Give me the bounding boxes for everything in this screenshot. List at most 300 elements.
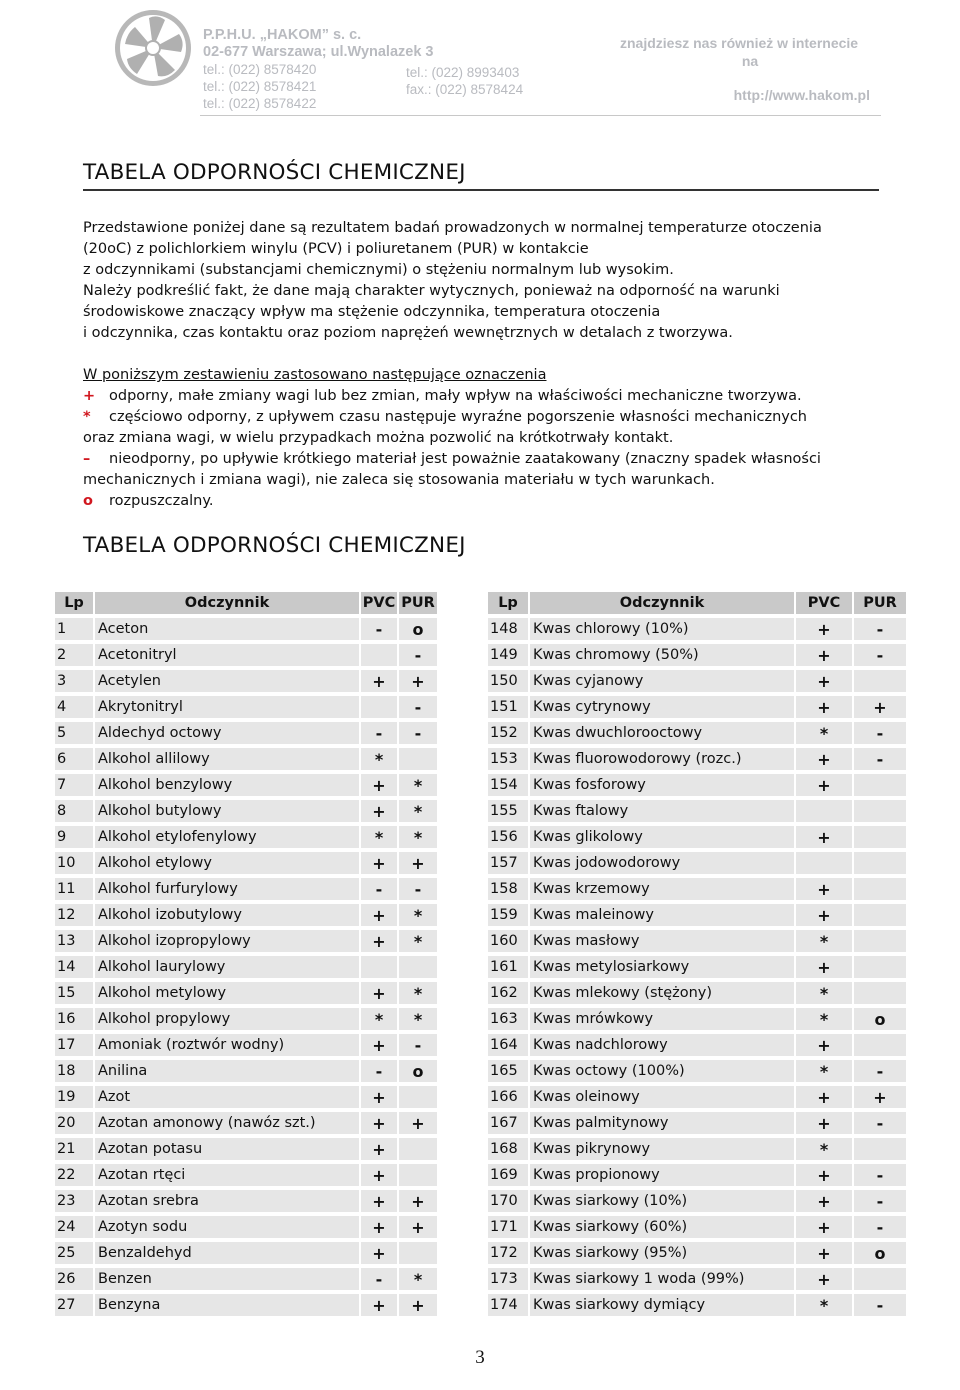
row-lp: 160 xyxy=(488,930,528,952)
row-pur: - xyxy=(854,1216,906,1238)
legend-symbol: o xyxy=(83,493,93,509)
table-row xyxy=(55,1164,437,1186)
row-pvc: + xyxy=(796,1034,852,1056)
intro-line: środowiskowe znaczący wpływ ma stężenie odczynnika, temperatura otoczenia xyxy=(83,304,661,320)
row-pur: * xyxy=(399,774,437,796)
row-pvc xyxy=(361,696,397,718)
row-pur: - xyxy=(399,722,437,744)
row-lp: 26 xyxy=(55,1268,93,1290)
header-divider xyxy=(200,115,881,116)
col-header-name: Odczynnik xyxy=(530,592,794,614)
internet-text: znajdziesz nas również w internecie xyxy=(620,35,859,51)
row-reagent: Kwas glikolowy xyxy=(530,826,794,848)
table-row xyxy=(488,800,906,822)
row-pur xyxy=(399,1086,437,1108)
table-row xyxy=(55,748,437,770)
row-lp: 157 xyxy=(488,852,528,874)
row-reagent: Kwas masłowy xyxy=(530,930,794,952)
row-lp: 14 xyxy=(55,956,93,978)
row-pvc: - xyxy=(361,1268,397,1290)
phone-line: tel.: (022) 8578420 xyxy=(203,62,317,77)
legend-item xyxy=(83,386,883,407)
table-row xyxy=(488,1086,906,1108)
row-reagent: Kwas pikrynowy xyxy=(530,1138,794,1160)
table-row xyxy=(55,1216,437,1238)
row-pur xyxy=(854,826,906,848)
row-lp: 2 xyxy=(55,644,93,666)
legend xyxy=(83,365,883,512)
fax-line: fax.: (022) 8578424 xyxy=(406,82,524,97)
row-pvc: + xyxy=(361,1190,397,1212)
row-lp: 19 xyxy=(55,1086,93,1108)
row-pvc: * xyxy=(796,1008,852,1030)
table-row xyxy=(488,774,906,796)
legend-text: nieodporny, po upływie krótkiego materiał jest poważnie zaatakowany (znaczny spadek własności xyxy=(109,451,821,467)
legend-heading: W poniższym zestawieniu zastosowano następujące oznaczenia xyxy=(83,367,547,383)
row-lp: 170 xyxy=(488,1190,528,1212)
row-lp: 20 xyxy=(55,1112,93,1134)
row-pur: * xyxy=(399,1008,437,1030)
internet-info xyxy=(620,34,880,104)
row-reagent: Kwas metylosiarkowy xyxy=(530,956,794,978)
row-pur: - xyxy=(854,1190,906,1212)
table-row xyxy=(488,1008,906,1030)
table-header-row xyxy=(55,592,437,614)
row-pur: o xyxy=(399,618,437,640)
row-reagent: Azotyn sodu xyxy=(95,1216,359,1238)
row-reagent: Kwas chlorowy (10%) xyxy=(530,618,794,640)
row-pvc: + xyxy=(796,670,852,692)
row-reagent: Kwas jodowodorowy xyxy=(530,852,794,874)
table-row xyxy=(55,800,437,822)
row-reagent: Benzyna xyxy=(95,1294,359,1316)
table-row xyxy=(488,852,906,874)
row-pvc xyxy=(361,644,397,666)
phone-line: tel.: (022) 8578422 xyxy=(203,96,317,111)
row-lp: 13 xyxy=(55,930,93,952)
table-row xyxy=(55,696,437,718)
row-lp: 11 xyxy=(55,878,93,900)
row-reagent: Alkohol izobutylowy xyxy=(95,904,359,926)
intro-line: (20oC) z polichlorkiem winylu (PCV) i poliuretanem (PUR) w kontakcie xyxy=(83,241,589,257)
row-lp: 168 xyxy=(488,1138,528,1160)
intro-line: Należy podkreślić fakt, że dane mają charakter wytycznych, ponieważ na odporność na warunki xyxy=(83,283,780,299)
row-lp: 151 xyxy=(488,696,528,718)
table-row xyxy=(488,748,906,770)
table-row xyxy=(488,722,906,744)
row-lp: 21 xyxy=(55,1138,93,1160)
table-row xyxy=(55,1138,437,1160)
col-header-pvc: PVC xyxy=(796,592,852,614)
row-pvc: + xyxy=(361,904,397,926)
legend-text: rozpuszczalny. xyxy=(109,493,214,509)
intro-line: i odczynnika, czas kontaktu oraz poziom naprężeń wewnętrznych w detalach z tworzywa. xyxy=(83,325,733,341)
row-reagent: Kwas dwuchlorooctowy xyxy=(530,722,794,744)
row-pur: + xyxy=(399,670,437,692)
table-row xyxy=(55,904,437,926)
row-pur xyxy=(854,956,906,978)
row-reagent: Alkohol laurylowy xyxy=(95,956,359,978)
row-reagent: Alkohol etylowy xyxy=(95,852,359,874)
row-pvc: + xyxy=(796,644,852,666)
table-row xyxy=(488,1060,906,1082)
table-row xyxy=(488,930,906,952)
row-pvc: + xyxy=(796,878,852,900)
row-lp: 17 xyxy=(55,1034,93,1056)
row-pur: * xyxy=(399,982,437,1004)
row-pvc: + xyxy=(361,1138,397,1160)
row-reagent: Kwas fluorowodorowy (rozc.) xyxy=(530,748,794,770)
col-header-pur: PUR xyxy=(399,592,437,614)
row-pur xyxy=(399,1138,437,1160)
row-pur xyxy=(399,1164,437,1186)
row-reagent: Alkohol benzylowy xyxy=(95,774,359,796)
row-pur: - xyxy=(399,644,437,666)
row-reagent: Alkohol furfurylowy xyxy=(95,878,359,900)
row-pur xyxy=(854,852,906,874)
table-row xyxy=(55,852,437,874)
row-reagent: Kwas mlekowy (stężony) xyxy=(530,982,794,1004)
table-row xyxy=(488,878,906,900)
table-row xyxy=(55,1268,437,1290)
table-row xyxy=(488,670,906,692)
row-pur: + xyxy=(399,1190,437,1212)
row-reagent: Benzaldehyd xyxy=(95,1242,359,1264)
row-lp: 148 xyxy=(488,618,528,640)
legend-text: odporny, małe zmiany wagi lub bez zmian, mały wpływ na właściwości mechaniczne tworzywa. xyxy=(109,388,802,404)
row-pur: + xyxy=(399,1216,437,1238)
row-lp: 15 xyxy=(55,982,93,1004)
row-pur: - xyxy=(399,878,437,900)
row-pvc: + xyxy=(796,696,852,718)
row-lp: 172 xyxy=(488,1242,528,1264)
col-header-pvc: PVC xyxy=(361,592,397,614)
row-reagent: Kwas siarkowy (60%) xyxy=(530,1216,794,1238)
row-lp: 173 xyxy=(488,1268,528,1290)
row-pvc: + xyxy=(361,1242,397,1264)
row-lp: 12 xyxy=(55,904,93,926)
row-lp: 4 xyxy=(55,696,93,718)
table-row xyxy=(488,1138,906,1160)
table-row xyxy=(55,1242,437,1264)
row-pvc: + xyxy=(796,1190,852,1212)
row-pvc: + xyxy=(796,774,852,796)
row-lp: 7 xyxy=(55,774,93,796)
row-reagent: Azot xyxy=(95,1086,359,1108)
row-pvc: * xyxy=(796,930,852,952)
row-pur xyxy=(854,930,906,952)
legend-text: częściowo odporny, z upływem czasu następuje wyraźne pogorszenie własności mechanicznych xyxy=(109,409,807,425)
row-reagent: Kwas palmitynowy xyxy=(530,1112,794,1134)
row-pvc: + xyxy=(796,1086,852,1108)
row-pvc: + xyxy=(796,1216,852,1238)
company-address: 02-677 Warszawa; ul.Wynalazek 3 xyxy=(203,44,434,60)
row-reagent: Amoniak (roztwór wodny) xyxy=(95,1034,359,1056)
table-row xyxy=(55,644,437,666)
row-pur: - xyxy=(854,722,906,744)
row-reagent: Kwas siarkowy 1 woda (99%) xyxy=(530,1268,794,1290)
row-reagent: Kwas chromowy (50%) xyxy=(530,644,794,666)
row-reagent: Azotan potasu xyxy=(95,1138,359,1160)
intro-line: z odczynnikami (substancjami chemicznymi) o stężeniu normalnym lub wysokim. xyxy=(83,262,674,278)
row-pvc: + xyxy=(796,1112,852,1134)
row-pvc: * xyxy=(796,1060,852,1082)
row-pur: - xyxy=(854,1294,906,1316)
row-pur: - xyxy=(854,1164,906,1186)
row-pvc: + xyxy=(796,956,852,978)
row-pur: * xyxy=(399,826,437,848)
intro-text xyxy=(83,218,883,344)
table-row xyxy=(55,618,437,640)
row-lp: 169 xyxy=(488,1164,528,1186)
legend-item xyxy=(83,407,883,428)
legend-symbol: + xyxy=(83,388,96,404)
row-lp: 10 xyxy=(55,852,93,874)
row-pur: o xyxy=(399,1060,437,1082)
row-pur: * xyxy=(399,930,437,952)
row-pur: + xyxy=(399,852,437,874)
row-pvc: + xyxy=(361,982,397,1004)
row-pvc: + xyxy=(361,800,397,822)
row-pur: + xyxy=(399,1294,437,1316)
row-pvc: + xyxy=(796,826,852,848)
row-pur: - xyxy=(854,1060,906,1082)
table-row xyxy=(488,904,906,926)
row-reagent: Kwas nadchlorowy xyxy=(530,1034,794,1056)
row-pur xyxy=(854,1268,906,1290)
row-pur xyxy=(854,774,906,796)
row-pvc: - xyxy=(361,618,397,640)
row-reagent: Kwas siarkowy dymiący xyxy=(530,1294,794,1316)
row-reagent: Kwas cytrynowy xyxy=(530,696,794,718)
page-number: 3 xyxy=(475,1347,485,1368)
company-info xyxy=(203,27,434,112)
row-reagent: Kwas siarkowy (95%) xyxy=(530,1242,794,1264)
table-row xyxy=(488,1294,906,1316)
table-row xyxy=(488,696,906,718)
col-header-lp: Lp xyxy=(55,592,93,614)
row-pvc xyxy=(796,852,852,874)
row-pvc: + xyxy=(796,618,852,640)
row-lp: 24 xyxy=(55,1216,93,1238)
row-pur: + xyxy=(854,1086,906,1108)
row-pvc: + xyxy=(361,1216,397,1238)
table-row xyxy=(55,722,437,744)
row-lp: 164 xyxy=(488,1034,528,1056)
company-contact xyxy=(406,64,523,98)
row-reagent: Azotan rtęci xyxy=(95,1164,359,1186)
table-row xyxy=(55,774,437,796)
row-pur: * xyxy=(399,800,437,822)
table-row xyxy=(55,826,437,848)
legend-item xyxy=(83,449,883,470)
row-pur xyxy=(854,904,906,926)
row-lp: 161 xyxy=(488,956,528,978)
row-lp: 162 xyxy=(488,982,528,1004)
row-reagent: Kwas mrówkowy xyxy=(530,1008,794,1030)
row-lp: 6 xyxy=(55,748,93,770)
row-reagent: Anilina xyxy=(95,1060,359,1082)
table-row xyxy=(55,1008,437,1030)
row-pur xyxy=(399,748,437,770)
row-lp: 149 xyxy=(488,644,528,666)
row-pvc: + xyxy=(361,774,397,796)
title-divider xyxy=(83,189,879,191)
row-reagent: Kwas cyjanowy xyxy=(530,670,794,692)
row-reagent: Benzen xyxy=(95,1268,359,1290)
row-reagent: Kwas siarkowy (10%) xyxy=(530,1190,794,1212)
row-reagent: Azotan srebra xyxy=(95,1190,359,1212)
row-lp: 25 xyxy=(55,1242,93,1264)
row-pvc: + xyxy=(796,1164,852,1186)
legend-text-cont: oraz zmiana wagi, w wielu przypadkach można pozwolić na krótkotrwały kontakt. xyxy=(83,430,674,446)
table-row xyxy=(488,956,906,978)
row-pur: - xyxy=(854,644,906,666)
legend-symbol: – xyxy=(83,451,91,467)
row-pvc: + xyxy=(796,904,852,926)
row-lp: 16 xyxy=(55,1008,93,1030)
table-row xyxy=(488,1164,906,1186)
row-pvc: + xyxy=(361,1034,397,1056)
table-row xyxy=(488,644,906,666)
internet-text-2: na xyxy=(741,53,759,69)
website-link[interactable]: http://www.hakom.pl xyxy=(733,87,870,103)
company-name: P.P.H.U. „HAKOM” s. c. xyxy=(203,27,362,43)
table-row xyxy=(55,930,437,952)
row-pur xyxy=(399,956,437,978)
table-row xyxy=(488,1268,906,1290)
row-pur xyxy=(854,982,906,1004)
row-pur: - xyxy=(854,748,906,770)
row-pur: - xyxy=(854,1112,906,1134)
row-lp: 150 xyxy=(488,670,528,692)
row-lp: 27 xyxy=(55,1294,93,1316)
row-lp: 156 xyxy=(488,826,528,848)
row-lp: 166 xyxy=(488,1086,528,1108)
row-reagent: Azotan amonowy (nawóz szt.) xyxy=(95,1112,359,1134)
row-lp: 23 xyxy=(55,1190,93,1212)
row-pvc: - xyxy=(361,722,397,744)
row-reagent: Alkohol izopropylowy xyxy=(95,930,359,952)
row-lp: 165 xyxy=(488,1060,528,1082)
row-pur: * xyxy=(399,1268,437,1290)
row-reagent: Kwas maleinowy xyxy=(530,904,794,926)
row-reagent: Acetylen xyxy=(95,670,359,692)
col-header-lp: Lp xyxy=(488,592,528,614)
table-row xyxy=(488,982,906,1004)
row-reagent: Alkohol butylowy xyxy=(95,800,359,822)
resistance-table-left xyxy=(53,588,439,1320)
row-pvc: * xyxy=(796,982,852,1004)
legend-item xyxy=(83,491,883,512)
row-pvc: + xyxy=(361,930,397,952)
row-pur: - xyxy=(399,1034,437,1056)
row-pvc: * xyxy=(796,1294,852,1316)
table-body-right xyxy=(488,618,906,1316)
row-pur xyxy=(854,670,906,692)
row-reagent: Kwas krzemowy xyxy=(530,878,794,900)
table-row xyxy=(488,1034,906,1056)
row-reagent: Kwas ftalowy xyxy=(530,800,794,822)
row-pvc: + xyxy=(361,1294,397,1316)
row-reagent: Kwas fosforowy xyxy=(530,774,794,796)
row-pvc: + xyxy=(361,852,397,874)
row-pvc: - xyxy=(361,878,397,900)
legend-symbol: * xyxy=(83,409,91,425)
legend-text-cont: mechanicznych i zmiana wagi), nie zaleca się stosowania materiału w tych warunkach. xyxy=(83,472,715,488)
row-pvc: * xyxy=(796,1138,852,1160)
row-pur: o xyxy=(854,1242,906,1264)
table-title: TABELA ODPORNOŚCI CHEMICZNEJ xyxy=(83,533,466,558)
row-pur: + xyxy=(854,696,906,718)
row-reagent: Kwas oleinowy xyxy=(530,1086,794,1108)
row-reagent: Alkohol propylowy xyxy=(95,1008,359,1030)
row-pvc: + xyxy=(796,1268,852,1290)
row-lp: 22 xyxy=(55,1164,93,1186)
row-pvc: * xyxy=(361,826,397,848)
row-pur: - xyxy=(854,618,906,640)
intro-line: Przedstawione poniżej dane są rezultatem badań prowadzonych w normalnej temperaturze otoczenia xyxy=(83,220,822,236)
row-reagent: Acetonitryl xyxy=(95,644,359,666)
row-lp: 171 xyxy=(488,1216,528,1238)
row-reagent: Aceton xyxy=(95,618,359,640)
row-lp: 9 xyxy=(55,826,93,848)
row-lp: 154 xyxy=(488,774,528,796)
table-row xyxy=(488,1242,906,1264)
row-pur xyxy=(854,1034,906,1056)
row-pvc: + xyxy=(361,1086,397,1108)
table-row xyxy=(488,1112,906,1134)
row-pvc: + xyxy=(796,748,852,770)
row-reagent: Alkohol metylowy xyxy=(95,982,359,1004)
row-pvc xyxy=(796,800,852,822)
resistance-table-right xyxy=(486,588,908,1320)
row-pur: * xyxy=(399,904,437,926)
row-pur: + xyxy=(399,1112,437,1134)
row-lp: 163 xyxy=(488,1008,528,1030)
row-lp: 158 xyxy=(488,878,528,900)
row-pvc: * xyxy=(361,748,397,770)
row-lp: 5 xyxy=(55,722,93,744)
row-reagent: Alkohol allilowy xyxy=(95,748,359,770)
row-pur: o xyxy=(854,1008,906,1030)
row-reagent: Kwas propionowy xyxy=(530,1164,794,1186)
row-pur: - xyxy=(399,696,437,718)
table-row xyxy=(488,826,906,848)
row-lp: 1 xyxy=(55,618,93,640)
row-lp: 153 xyxy=(488,748,528,770)
row-pvc: + xyxy=(361,670,397,692)
col-header-name: Odczynnik xyxy=(95,592,359,614)
row-lp: 18 xyxy=(55,1060,93,1082)
row-lp: 8 xyxy=(55,800,93,822)
row-lp: 3 xyxy=(55,670,93,692)
company-logo xyxy=(113,8,193,88)
row-reagent: Alkohol etylofenylowy xyxy=(95,826,359,848)
row-lp: 167 xyxy=(488,1112,528,1134)
row-pur xyxy=(854,800,906,822)
table-row xyxy=(55,1190,437,1212)
table-row xyxy=(55,878,437,900)
row-pur xyxy=(399,1242,437,1264)
table-row xyxy=(488,1190,906,1212)
row-pur xyxy=(854,878,906,900)
phone-line: tel.: (022) 8993403 xyxy=(406,65,520,80)
table-row xyxy=(55,1034,437,1056)
row-pvc: * xyxy=(361,1008,397,1030)
row-reagent: Akrytonitryl xyxy=(95,696,359,718)
table-row xyxy=(55,982,437,1004)
